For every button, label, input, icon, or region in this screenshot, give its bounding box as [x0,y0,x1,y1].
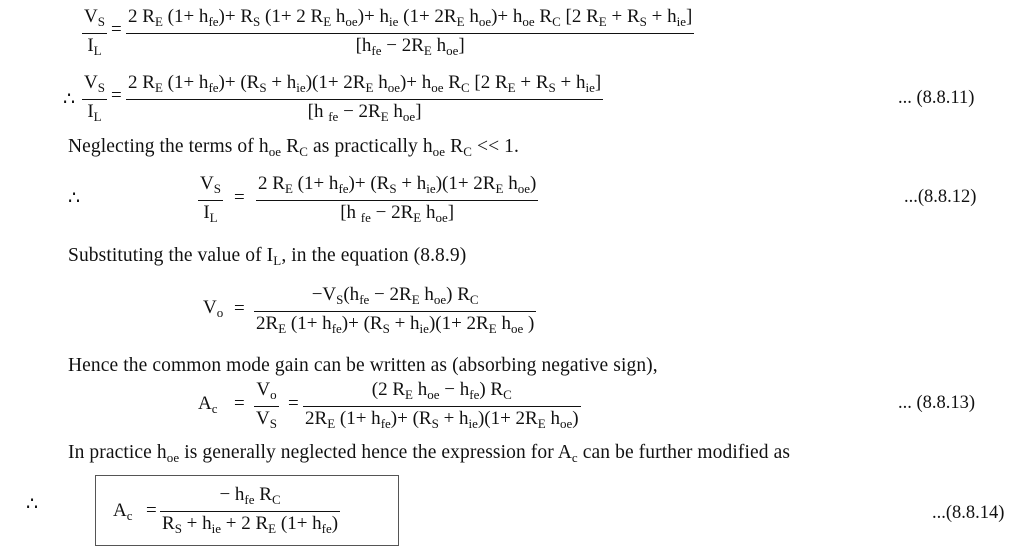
eq-first-rhs [126,6,694,61]
paragraph-substituting: Substituting the value of $I_L$, in the equation (8.8.9) [68,245,467,268]
fraction-denominator: [h $_{fe} - 2R_E$ $h_{oe}$] [340,202,455,226]
equation-number: ...(8.8.14) [932,503,1005,523]
therefore-symbol: ∴ [63,89,76,110]
fraction-numerator: $V_o$ [256,379,277,402]
ac-lhs: $A_c$ [113,500,133,523]
eq-8-8-12-rhs [256,173,538,228]
therefore-symbol: ∴ [26,494,39,515]
equation-number: ... (8.8.13) [898,393,976,413]
fraction-denominator: [$h_{fe} - 2R_E$ $h_{oe}$] [355,35,465,59]
eq-8-8-12-lhs [198,173,223,228]
eq-8-8-14-rhs [160,484,340,539]
fraction-denominator: $V_S$ [256,408,277,432]
fraction-numerator: $V_S$ [84,72,105,95]
fraction-numerator: 2 $R_E$ $(1+ h_{fe})+ R_S$ (1+ 2 $R_E$ $h_{oe})+ h_{ie}$ ($1+ 2R_E$ $h_{oe})+ h_{oe}$ $R_C$ [2 $R_E + R_S + h_{ie}$] [128,6,693,29]
equals-sign: = [111,19,122,40]
fraction-denominator: $2R_E$ $(1+ h_{fe})+ (R_S + h_{ie})(1+ 2R_E$ $h_{oe}$ ) [256,313,535,337]
paragraph-practice: In practice $h_{oe}$ is generally neglected hence the expression for $A_c$ can be further modified as [68,442,791,465]
ac-lhs: $A_c$ [198,393,218,416]
fraction-numerator: 2 $R_E$ $(1+ h_{fe})+ (R_S + h_{ie})(1+ 2R_E$ $h_{oe}$) [258,173,537,196]
fraction-denominator: [h $_{fe} - 2R_E$ $h_{oe}$] [307,101,422,125]
fraction-numerator: 2 $R_E$ $(1+ h_{fe})+ (R_S + h_{ie})(1+ 2R_E$ $h_{oe})+ h_{oe}$ $R_C$ [2 $R_E + R_S + h_{ie}$] [128,72,602,95]
fraction-denominator: $I_L$ [87,35,102,59]
paragraph-hence: Hence the common mode gain can be written as (absorbing negative sign), [68,355,658,376]
equals-sign: = [288,393,299,414]
therefore-symbol: ∴ [68,188,81,209]
equals-sign: = [146,500,157,521]
eq-8-8-13-rhs [303,379,581,434]
equals-sign: = [234,298,245,319]
eq-8-8-13-mid [254,379,279,434]
eq-first-lhs [82,6,107,61]
eq-8-8-11-lhs [82,72,107,127]
fraction-numerator: (2 $R_E$ $h_{oe} - h_{fe}$) $R_C$ [371,379,512,402]
eq-8-8-11-rhs [126,72,603,127]
fraction-denominator: $2R_E$ $(1+ h_{fe})+ (R_S + h_{ie})(1+ 2R_E$ $h_{oe}$) [305,408,579,432]
fraction-denominator: $I_L$ [87,101,102,125]
fraction-numerator: $V_S$ [84,6,105,29]
equation-number: ... (8.8.11) [898,88,975,108]
eq-vo-rhs [254,284,536,339]
fraction-numerator: $-V_S(h_{fe} - 2R_E$ $h_{oe}$) $R_C$ [311,284,479,307]
fraction-numerator: − $h_{fe}$ $R_C$ [219,484,281,507]
equation-number: ...(8.8.12) [904,187,977,207]
fraction-denominator: $I_L$ [203,202,218,226]
fraction-denominator: $R_S + h_{ie} + 2$ $R_E$ $(1+ h_{fe})$ [162,513,339,537]
equals-sign: = [111,85,122,106]
vo-lhs: $V_o$ [203,297,224,320]
fraction-numerator: $V_S$ [200,173,221,196]
paragraph-neglecting: Neglecting the terms of $h_{oe}$ $R_C$ as practically $h_{oe}$ $R_C << 1$. [68,136,520,159]
equals-sign: = [234,393,245,414]
equals-sign: = [234,187,245,208]
